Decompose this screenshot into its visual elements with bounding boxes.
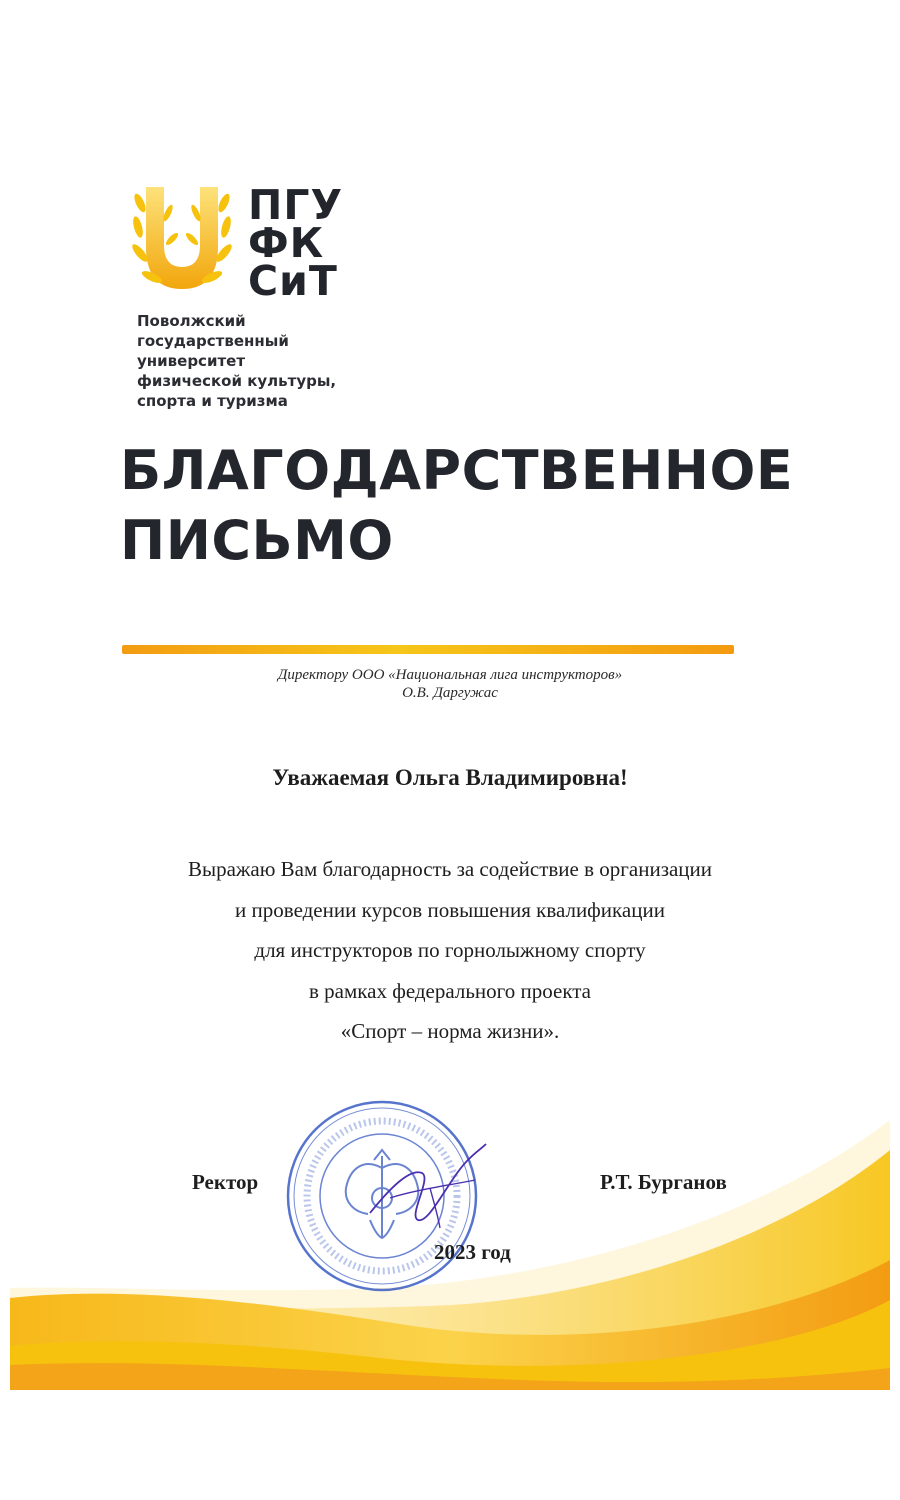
letter-body-line: Выражаю Вам благодарность за содействие в организации [187,857,713,881]
letter-body-line: для инструкторов по горнолыжному спорту [254,938,646,962]
university-logo-icon [132,183,232,298]
title-divider [122,645,734,654]
letter-body-line: «Спорт – норма жизни». [340,1019,560,1043]
university-name-line: университет [137,352,246,370]
signatory-role: Ректор [192,1170,259,1194]
university-name-line: спорта и туризма [137,392,288,410]
logo-abbreviation [248,181,344,305]
university-name-line: Поволжский [137,312,246,330]
logo-abbr-line: ФК [248,219,325,267]
university-name-line: физической культуры, [137,372,337,390]
university-name-line: государственный [137,332,289,350]
university-name [137,311,336,411]
signatory-name: Р.Т. Бурганов [600,1170,727,1194]
logo-abbr-line: СиТ [248,257,338,305]
letter-body-line: в рамках федерального проекта [308,978,592,1003]
salutation: Уважаемая Ольга Владимировна! [272,765,628,790]
document-title-line: БЛАГОДАРСТВЕННОЕ [120,439,794,502]
letter-body [0,849,900,1052]
letter-body-line: и проведении курсов повышения квалификации [235,897,665,922]
addressee-position: Директору ООО «Национальная лига инструкторов» [277,667,623,683]
addressee-block [0,666,900,702]
document-title [120,436,793,576]
logo-abbr-line: ПГУ [248,181,344,229]
addressee-name: О.В. Даргужас [402,685,498,701]
document-title-line: ПИСЬМО [120,509,394,572]
signature-icon [360,1128,490,1238]
letter-date: 2023 год [434,1240,511,1264]
